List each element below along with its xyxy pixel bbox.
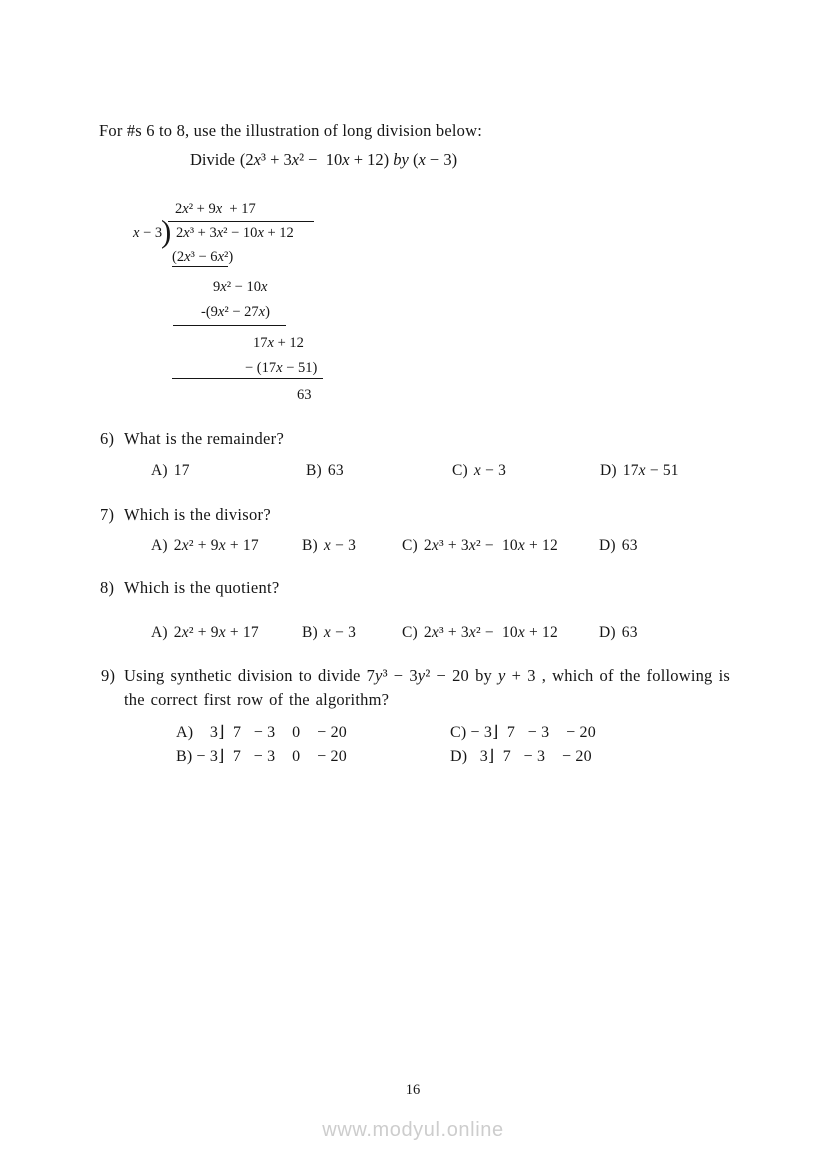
long-division-illustration	[133, 200, 353, 412]
option-8c-value: 2x³ + 3x² − 10x + 12	[423, 624, 558, 641]
option-6a-value: 17	[173, 462, 190, 479]
option-7a-value: 2x² + 9x + 17	[173, 537, 259, 554]
option-6c	[452, 462, 506, 480]
question-6-text: What is the remainder?	[124, 429, 285, 448]
quotient-line: 2x² + 9x + 17	[175, 201, 256, 217]
option-8d-label: D)	[599, 624, 616, 641]
option-7d-value: 63	[621, 537, 638, 554]
option-6b-label: B)	[306, 462, 322, 479]
option-7a-label: A)	[151, 537, 168, 554]
option-7b-value: x − 3	[323, 537, 357, 554]
option-9a	[176, 722, 347, 742]
question-8-text: Which is the quotient?	[124, 578, 280, 597]
subtraction-step-1-close-paren: )	[228, 249, 234, 265]
option-9b-label: B)	[176, 748, 193, 765]
division-vinculum	[168, 221, 314, 222]
subtraction-step-3: − (17x − 51)	[245, 360, 318, 376]
question-6-number: 6)	[100, 429, 115, 448]
question-9-text-after: , which of the following is the correct first row of the algorithm?	[124, 666, 730, 709]
option-8d	[599, 624, 638, 642]
divide-statement	[190, 149, 457, 171]
question-9-text-middle: by	[469, 666, 499, 685]
question-9-number: 9)	[101, 666, 116, 685]
option-6d-label: D)	[600, 462, 617, 479]
option-9a-label: A)	[176, 724, 194, 741]
question-9-polynomial: 7y³ − 3y² − 20	[366, 666, 470, 685]
question-9-options-row-1	[0, 722, 826, 746]
subtraction-step-1-expression: (2x³ − 6x²	[172, 249, 229, 265]
option-7a	[151, 537, 259, 555]
divide-expression: (2x³ + 3x² − 10x + 12) by (x − 3)	[239, 150, 458, 169]
question-7-text: Which is the divisor?	[124, 505, 271, 524]
option-8b-label: B)	[302, 624, 318, 641]
final-remainder: 63	[297, 387, 312, 403]
option-7c-value: 2x³ + 3x² − 10x + 12	[423, 537, 558, 554]
option-9b-value: − 3⌋ 7 − 3 0 − 20	[196, 748, 347, 765]
option-9c	[450, 722, 596, 742]
option-8a	[151, 624, 259, 642]
option-8c-label: C)	[402, 624, 418, 641]
divisor-term: x − 3	[133, 225, 163, 241]
option-8a-label: A)	[151, 624, 168, 641]
option-9d-value: 3⌋ 7 − 3 − 20	[471, 748, 592, 765]
option-6c-label: C)	[452, 462, 468, 479]
option-7c-label: C)	[402, 537, 418, 554]
option-9d-label: D)	[450, 748, 468, 765]
option-6d	[600, 462, 679, 480]
option-7d	[599, 537, 638, 555]
question-8-number: 8)	[100, 578, 115, 597]
option-7d-label: D)	[599, 537, 616, 554]
question-7	[100, 505, 271, 525]
subtraction-rule-1	[173, 325, 286, 326]
option-7b-label: B)	[302, 537, 318, 554]
question-9	[101, 664, 730, 712]
question-9-options-row-2	[0, 746, 826, 770]
option-7b	[302, 537, 356, 555]
divide-label: Divide	[190, 150, 235, 169]
option-6d-value: 17x − 51	[622, 462, 679, 479]
option-9b	[176, 746, 347, 766]
option-7c	[402, 537, 558, 555]
question-9-text-before: Using synthetic division to divide	[124, 666, 367, 685]
dividend-line: 2x³ + 3x² − 10x + 12	[176, 225, 294, 241]
option-9d	[450, 746, 592, 766]
option-6b	[306, 462, 344, 480]
question-6-options	[0, 462, 826, 484]
option-6c-value: x − 3	[473, 462, 507, 479]
option-8b-value: x − 3	[323, 624, 357, 641]
subtraction-rule-2	[172, 378, 323, 379]
option-6a-label: A)	[151, 462, 168, 479]
question-6	[100, 429, 284, 449]
question-9-text	[124, 664, 730, 712]
question-9-binomial: y + 3	[498, 666, 536, 685]
option-9c-label: C)	[450, 724, 467, 741]
option-8b	[302, 624, 356, 642]
option-9c-value: − 3⌋ 7 − 3 − 20	[470, 724, 596, 741]
option-8a-value: 2x² + 9x + 17	[173, 624, 259, 641]
option-9a-value: 3⌋ 7 − 3 0 − 20	[197, 724, 347, 741]
question-7-options	[0, 537, 826, 559]
question-8-options	[0, 624, 826, 646]
long-division-bracket: )	[161, 213, 172, 250]
subtraction-step-2: -(9x² − 27x)	[201, 304, 270, 320]
option-8d-value: 63	[621, 624, 638, 641]
subtraction-step-1	[172, 248, 233, 267]
option-8c	[402, 624, 558, 642]
question-7-number: 7)	[100, 505, 115, 524]
partial-remainder-2: 17x + 12	[253, 335, 304, 351]
watermark: www.modyul.online	[322, 1119, 504, 1141]
partial-remainder-1: 9x² − 10x	[213, 279, 268, 295]
question-8	[100, 578, 280, 598]
page-number: 16	[405, 1082, 421, 1098]
option-6a	[151, 462, 190, 480]
instruction-text: For #s 6 to 8, use the illustration of long division below:	[99, 121, 483, 140]
option-6b-value: 63	[327, 462, 344, 479]
